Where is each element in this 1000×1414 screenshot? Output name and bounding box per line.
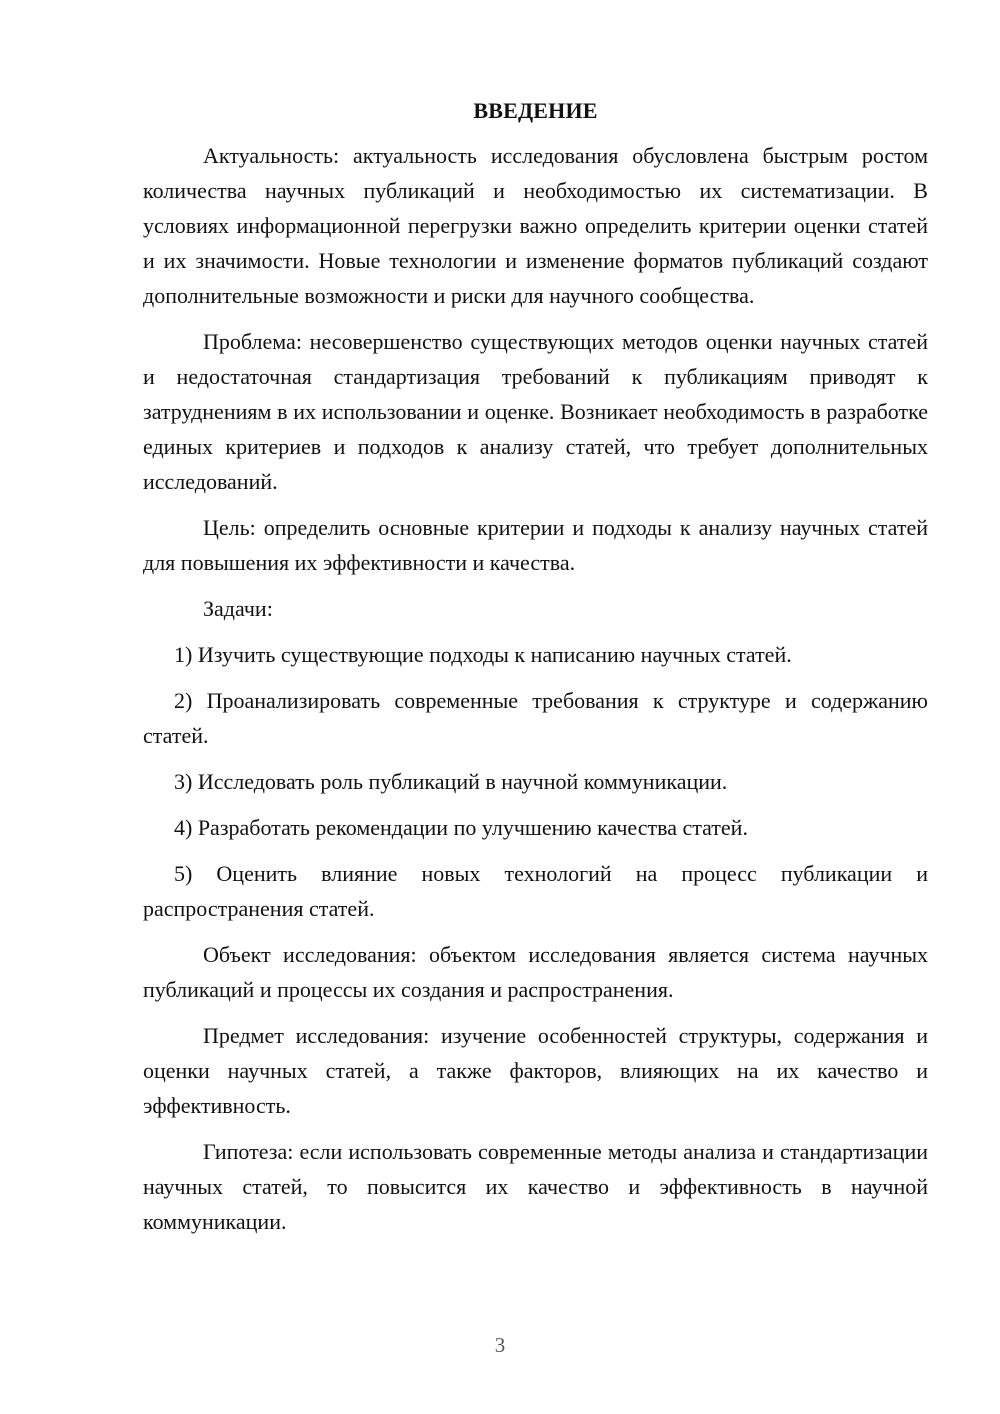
hypothesis-paragraph: Гипотеза: если использовать современные методы анализа и стандартизации научных статей, то повысится их качество и эффективность в научной коммуникации. (143, 1139, 928, 1234)
object-paragraph: Объект исследования: объектом исследования является система научных публикаций и процессы их создания и распространения. (143, 942, 928, 1002)
task-item-1: 1) Изучить существующие подходы к написанию научных статей. (174, 642, 792, 667)
page-title: ВВЕДЕНИЕ (473, 98, 598, 123)
tasks-heading: Задачи: (203, 596, 273, 621)
task-item-5: 5) Оценить влияние новых технологий на процесс публикации и распространения статей. (143, 861, 928, 921)
page-number: 3 (494, 1333, 506, 1357)
task-item-4: 4) Разработать рекомендации по улучшению качества статей. (174, 815, 748, 840)
problem-paragraph: Проблема: несовершенство существующих методов оценки научных статей и недостаточная стандартизация требований к публикациям приводят к затруднениям в их использовании и оценке. Возникает необходимость в разработке единых критериев и подходов к анализу статей, что требует дополнительных исследований. (143, 329, 928, 494)
goal-paragraph: Цель: определить основные критерии и подходы к анализу научных статей для повышения их эффективности и качества. (143, 515, 928, 575)
task-item-2: 2) Проанализировать современные требования к структуре и содержанию статей. (143, 688, 928, 748)
page-body (143, 96, 928, 1250)
subject-paragraph: Предмет исследования: изучение особенностей структуры, содержания и оценки научных статей, а также факторов, влияющих на их качество и эффективность. (143, 1023, 928, 1118)
relevance-paragraph: Актуальность: актуальность исследования обусловлена быстрым ростом количества научных публикаций и необходимостью их систематизации. В условиях информационной перегрузки важно определить критерии оценки статей и их значимости. Новые технологии и изменение форматов публикаций создают дополнительные возможности и риски для научного сообщества. (143, 143, 928, 308)
task-item-3: 3) Исследовать роль публикаций в научной коммуникации. (174, 769, 728, 794)
